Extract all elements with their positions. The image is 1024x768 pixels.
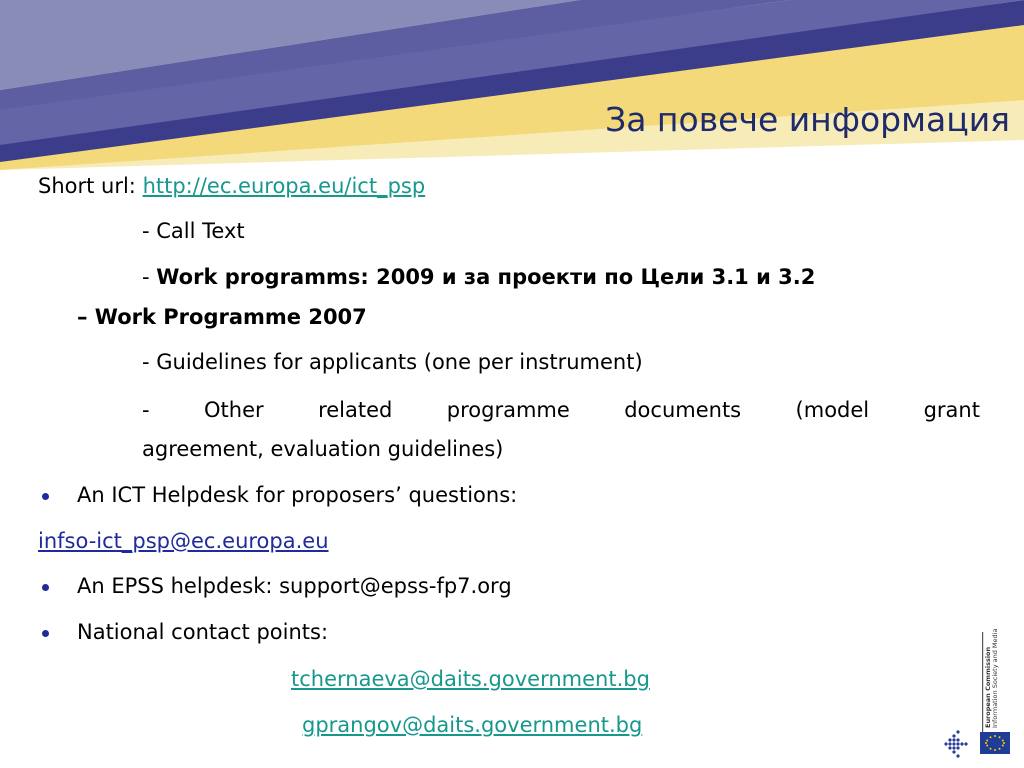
other-documents-line1 [142, 396, 980, 424]
call-text-item: - Call Text [142, 219, 245, 243]
helpdesk-label: An ICT Helpdesk for proposers’ questions: [77, 483, 518, 507]
other-word: related [318, 398, 393, 422]
epss-helpdesk-label: An EPSS helpdesk: support@epss-fp7.org [77, 574, 512, 598]
bullet-icon [42, 630, 49, 637]
work-programmes-line1: Work programms: 2009 и за проекти по Цели 3.1 и 3.2 [156, 265, 816, 289]
bullet-icon [42, 493, 49, 500]
short-url-line [38, 172, 425, 200]
guidelines-item: - Guidelines for applicants (one per instrument) [142, 350, 643, 374]
work-programmes-item [142, 263, 815, 291]
ncp-email-link-1[interactable]: tchernaeva@daits.government.bg [291, 667, 650, 691]
short-url-label: Short url: [38, 174, 143, 198]
other-word: documents [624, 398, 742, 422]
other-word: grant [923, 398, 980, 422]
work-prefix: - [142, 265, 157, 289]
other-documents-line2: agreement, evaluation guidelines) [142, 437, 504, 461]
other-word: (model [795, 398, 870, 422]
other-word: Other [204, 398, 264, 422]
bullet-icon [42, 584, 49, 591]
work-programmes-line2: – Work Programme 2007 [77, 305, 367, 329]
ncp-label: National contact points: [77, 620, 329, 644]
slide-title: За повече информация [605, 100, 1010, 139]
other-word: programme [446, 398, 570, 422]
ec-logo-line2: Information Society and Media [991, 628, 999, 728]
other-word: - [142, 398, 150, 422]
ec-logo-line1: European Commission [984, 646, 992, 728]
short-url-link[interactable]: http://ec.europa.eu/ict_psp [142, 174, 426, 198]
helpdesk-email-link[interactable]: infso-ict_psp@ec.europa.eu [38, 529, 329, 553]
european-commission-logo-icon [940, 632, 1012, 760]
ncp-email-link-2[interactable]: gprangov@daits.government.bg [302, 713, 643, 737]
